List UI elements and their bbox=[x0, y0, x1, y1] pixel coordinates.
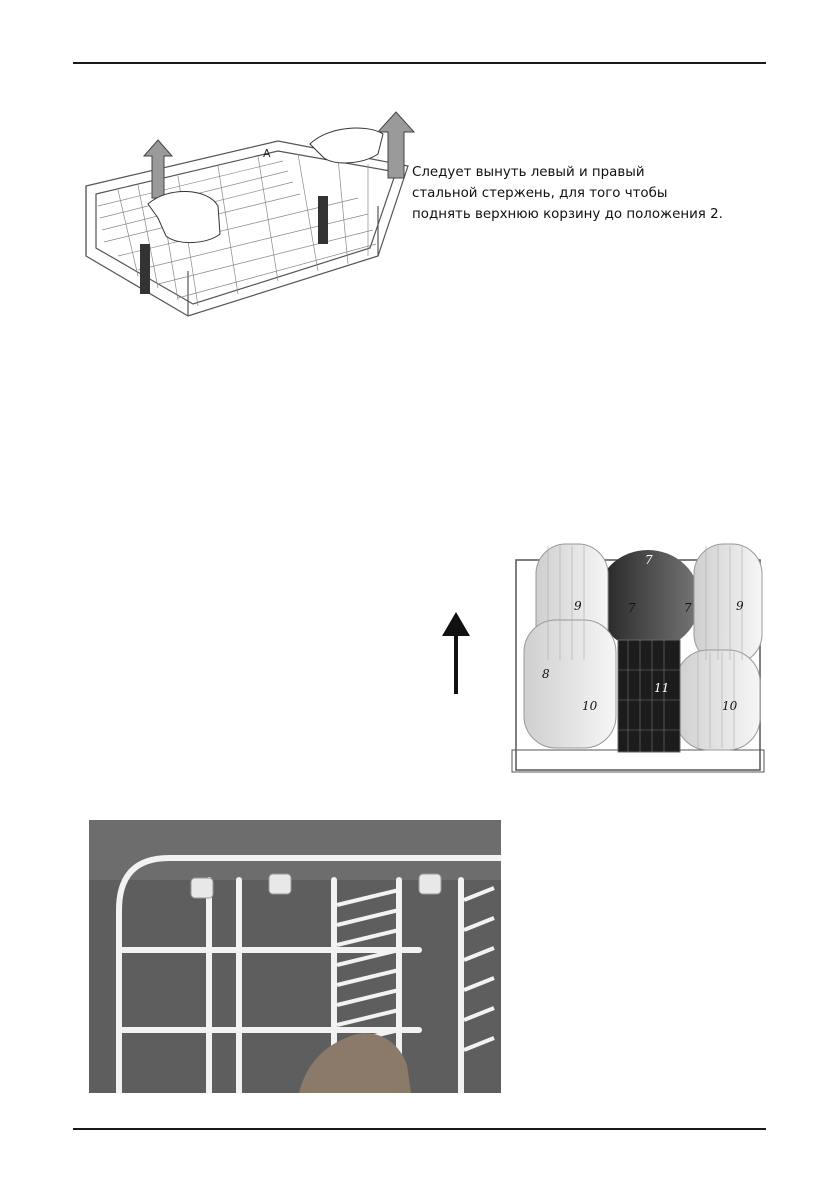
header-rule bbox=[73, 62, 766, 64]
basket-loading-illustration bbox=[508, 540, 768, 776]
basket-rack-photo bbox=[89, 820, 501, 1093]
footer-rule bbox=[73, 1128, 766, 1130]
label-left-plates-top: 9 bbox=[574, 599, 582, 613]
basket-marker-label: A bbox=[263, 147, 271, 160]
label-top-center: 7 bbox=[645, 553, 653, 567]
label-left-plates-side: 8 bbox=[542, 667, 550, 681]
label-cutlery-basket: 11 bbox=[654, 681, 670, 695]
label-right-plates-bottom: 10 bbox=[722, 699, 738, 713]
instruction-line-1: Следует вынуть левый и правый bbox=[412, 165, 645, 180]
upper-basket-illustration bbox=[78, 106, 423, 331]
instruction-line-2: стальной стержень, для того чтобы bbox=[412, 186, 668, 201]
label-right-plates-top: 9 bbox=[736, 599, 744, 613]
instruction-text bbox=[412, 162, 772, 225]
arrow-up-icon bbox=[440, 612, 472, 694]
label-left-plates-bottom: 10 bbox=[582, 699, 598, 713]
label-mid-left-center: 7 bbox=[628, 601, 636, 615]
instruction-line-3: поднять верхнюю корзину до положения 2. bbox=[412, 207, 723, 222]
label-mid-right-center: 7 bbox=[684, 601, 692, 615]
